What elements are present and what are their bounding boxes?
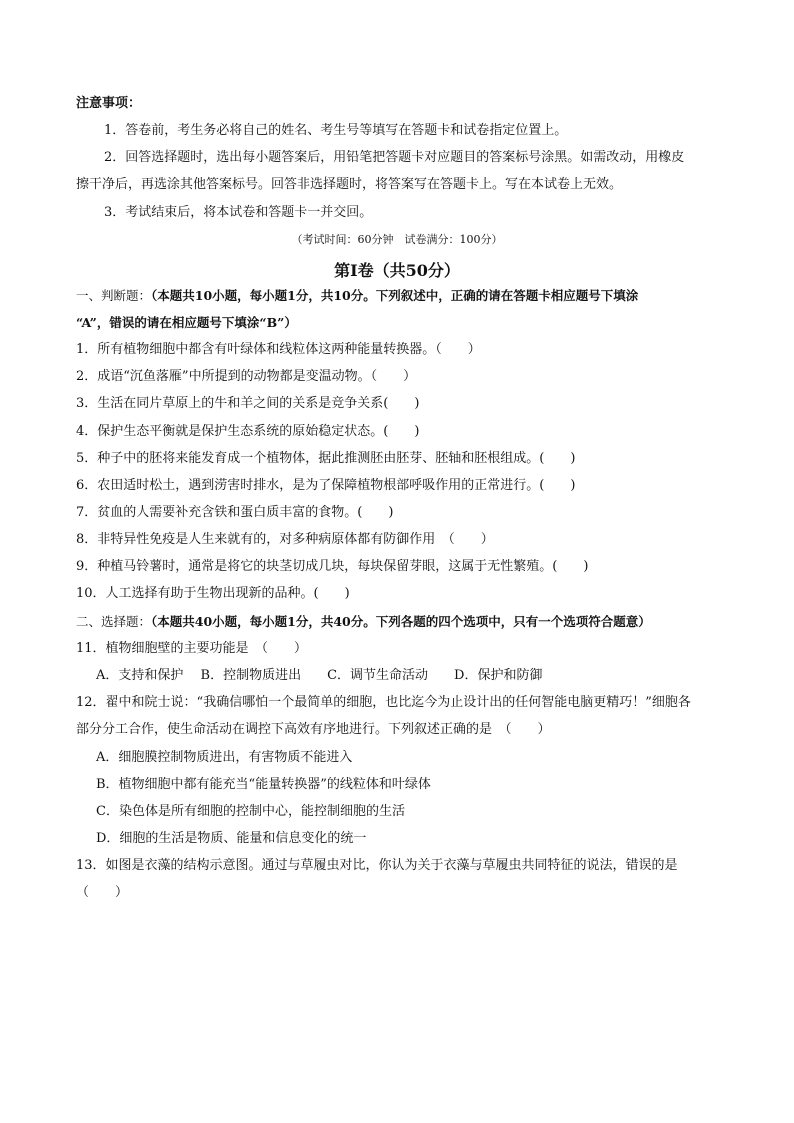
question-11: 11．植物细胞壁的主要功能是 （ ）: [76, 641, 308, 656]
question-13-stem-cont: （ ）: [76, 885, 129, 900]
question-1: 1．所有植物细胞中都含有叶绿体和线粒体这两种能量转换器。（ ）: [76, 342, 481, 357]
question-6: 6．农田适时松土，遇到涝害时排水，是为了保障植物根部呼吸作用的正常进行。( ): [76, 478, 576, 493]
question-13-stem: 13．如图是衣藻的结构示意图。通过与草履虫对比，你认为关于衣藻与草履虫共同特征的说法，错误的是: [76, 858, 678, 873]
part2-heading-instructions: （本题共40小题，每小题1分，共40分。下列各题的四个选项中，只有一个选项符合题意）: [151, 614, 651, 629]
question-3: 3．生活在同片草原上的牛和羊之间的关系是竞争关系( ): [76, 396, 420, 411]
question-12-stem-cont: 部分分工合作，使生命活动在调控下高效有序地进行。下列叙述正确的是 （ ）: [76, 722, 551, 737]
question-12-option-b: B．植物细胞中都有能充当“能量转换器”的线粒体和叶绿体: [96, 777, 431, 792]
question-2: 2．成语“沉鱼落雁”中所提到的动物都是变温动物。（ ）: [76, 369, 417, 384]
exam-time-info: （考试时间：60分钟 试卷满分：100分）: [291, 233, 503, 246]
notice-item-2-cont: 擦干净后，再选涂其他答案标号。回答非选择题时，将答案写在答题卡上。写在本试卷上无效。: [76, 177, 623, 192]
notice-item-2: 2．回答选择题时，选出每小题答案后，用铅笔把答题卡对应题目的答案标号涂黑。如需改动，用橡皮: [104, 150, 685, 165]
part2-heading-label: 二、选择题：: [76, 614, 152, 629]
notice-heading: 注意事项：: [76, 96, 142, 111]
question-7: 7．贫血的人需要补充含铁和蛋白质丰富的食物。( ): [76, 505, 394, 520]
question-9: 9．种植马铃薯时，通常是将它的块茎切成几块，每块保留芽眼，这属于无性繁殖。( ): [76, 559, 589, 574]
part1-heading: [76, 287, 638, 305]
question-11-options: A．支持和保护 B．控制物质进出 C．调节生命活动 D．保护和防御: [96, 668, 543, 683]
question-4: 4．保护生态平衡就是保护生态系统的原始稳定状态。( ): [76, 424, 420, 439]
part1-heading-cont: “A”，错误的请在相应题号下填涂“B”）: [76, 315, 297, 330]
notice-item-3: 3．考试结束后，将本试卷和答题卡一并交回。: [104, 205, 373, 220]
section-title: 第Ⅰ卷（共50分）: [334, 261, 460, 280]
question-12-option-c: C．染色体是所有细胞的控制中心，能控制细胞的生活: [96, 804, 405, 819]
question-5: 5．种子中的胚将来能发育成一个植物体，据此推测胚由胚芽、胚轴和胚根组成。( ): [76, 451, 576, 466]
question-12-stem: 12．翟中和院士说：“我确信哪怕一个最简单的细胞，也比迄今为止设计出的任何智能电脑更精巧！”细胞各: [76, 695, 691, 710]
question-10: 10．人工选择有助于生物出现新的品种。( ): [76, 586, 350, 601]
notice-item-1: 1．答卷前，考生务必将自己的姓名、考生号等填写在答题卡和试卷指定位置上。: [104, 123, 568, 138]
question-12-option-a: A．细胞膜控制物质进出，有害物质不能进入: [96, 750, 353, 765]
part2-heading: [76, 613, 651, 631]
question-12-option-d: D．细胞的生活是物质、能量和信息变化的统一: [96, 831, 367, 846]
part1-heading-instructions: （本题共10小题，每小题1分，共10分。下列叙述中，正确的请在答题卡相应题号下填涂: [151, 288, 639, 303]
question-8: 8．非特异性免疫是人生来就有的，对多种病原体都有防御作用 （ ）: [76, 532, 494, 547]
part1-heading-label: 一、判断题：: [76, 288, 152, 303]
